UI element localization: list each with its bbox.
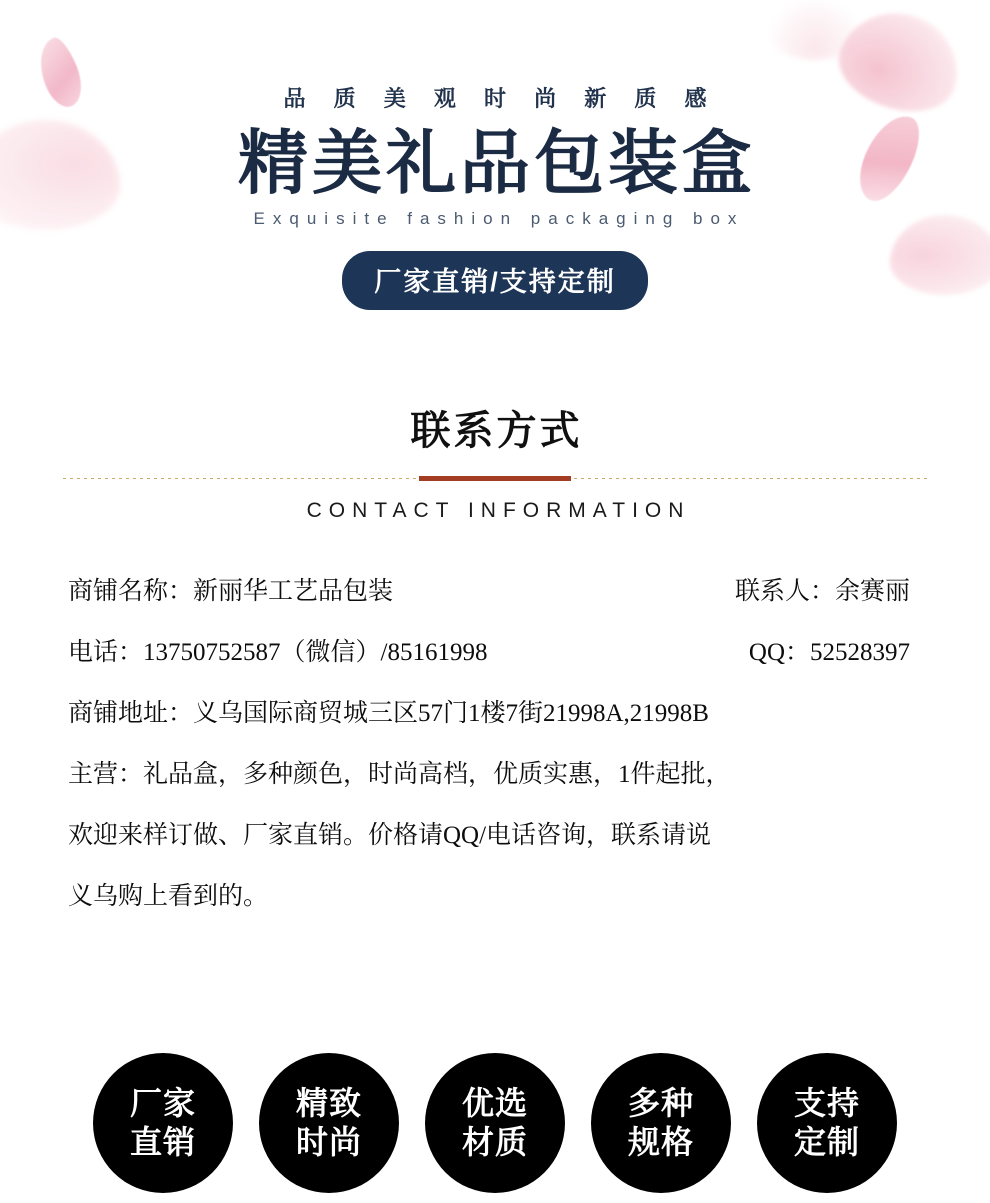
phone-row: [68, 622, 922, 683]
feature-badge: [591, 1053, 731, 1193]
feature-badge-line-1: 厂家: [129, 1085, 196, 1121]
phone-text: 电话：13750752587（微信）/85161998: [68, 639, 488, 666]
shop-name-text: 商铺名称：新丽华工艺品包装: [68, 578, 394, 605]
feature-badge-line-2: 时尚: [295, 1124, 362, 1160]
feature-badge: [425, 1053, 565, 1193]
feature-badge-line-2: 定制: [793, 1124, 860, 1160]
feature-badge-line-1: 优选: [461, 1085, 528, 1121]
main-products-line-3: 义乌购上看到的。: [68, 883, 269, 910]
feature-badge: [93, 1053, 233, 1193]
feature-badge-line-2: 材质: [461, 1124, 528, 1160]
contact-person-text: 联系人：余赛丽: [734, 578, 910, 605]
section-divider: [63, 476, 927, 481]
contact-section-header: [0, 399, 990, 523]
banner-content: [0, 0, 990, 310]
feature-badge-line-2: 直销: [129, 1124, 196, 1160]
feature-badge: [259, 1053, 399, 1193]
address-row: 商铺地址：义乌国际商贸城三区57门1楼7街21998A,21998B: [68, 700, 709, 727]
feature-badge-line-1: 支持: [793, 1085, 860, 1121]
feature-badge-line-2: 规格: [627, 1124, 694, 1160]
banner-title: 精美礼品包装盒: [238, 126, 756, 203]
main-products-line-1: 主营：礼品盒，多种颜色，时尚高档，优质实惠，1件起批，: [68, 761, 731, 788]
banner-subtitle: 品 质 美 观 时 尚 新 质 感: [283, 86, 718, 111]
feature-badge-line-1: 多种: [627, 1085, 694, 1121]
feature-badge-line-1: 精致: [295, 1085, 362, 1121]
hero-banner: [0, 0, 990, 365]
contact-information-block: [0, 561, 990, 927]
contact-section-english-title: CONTACT INFORMATION: [306, 499, 691, 522]
banner-english-subtitle: Exquisite fashion packaging box: [253, 209, 745, 228]
divider-accent-bar: [419, 476, 571, 481]
qq-text: QQ：52528397: [748, 639, 910, 666]
main-products-line-2: 欢迎来样订做、厂家直销。价格请QQ/电话咨询，联系请说: [68, 822, 712, 849]
feature-badge: [757, 1053, 897, 1193]
shop-name-row: [68, 561, 922, 622]
contact-section-title: 联系方式: [410, 409, 583, 453]
banner-badge: 厂家直销/支持定制: [342, 251, 648, 310]
feature-badge-row: [0, 1053, 990, 1193]
